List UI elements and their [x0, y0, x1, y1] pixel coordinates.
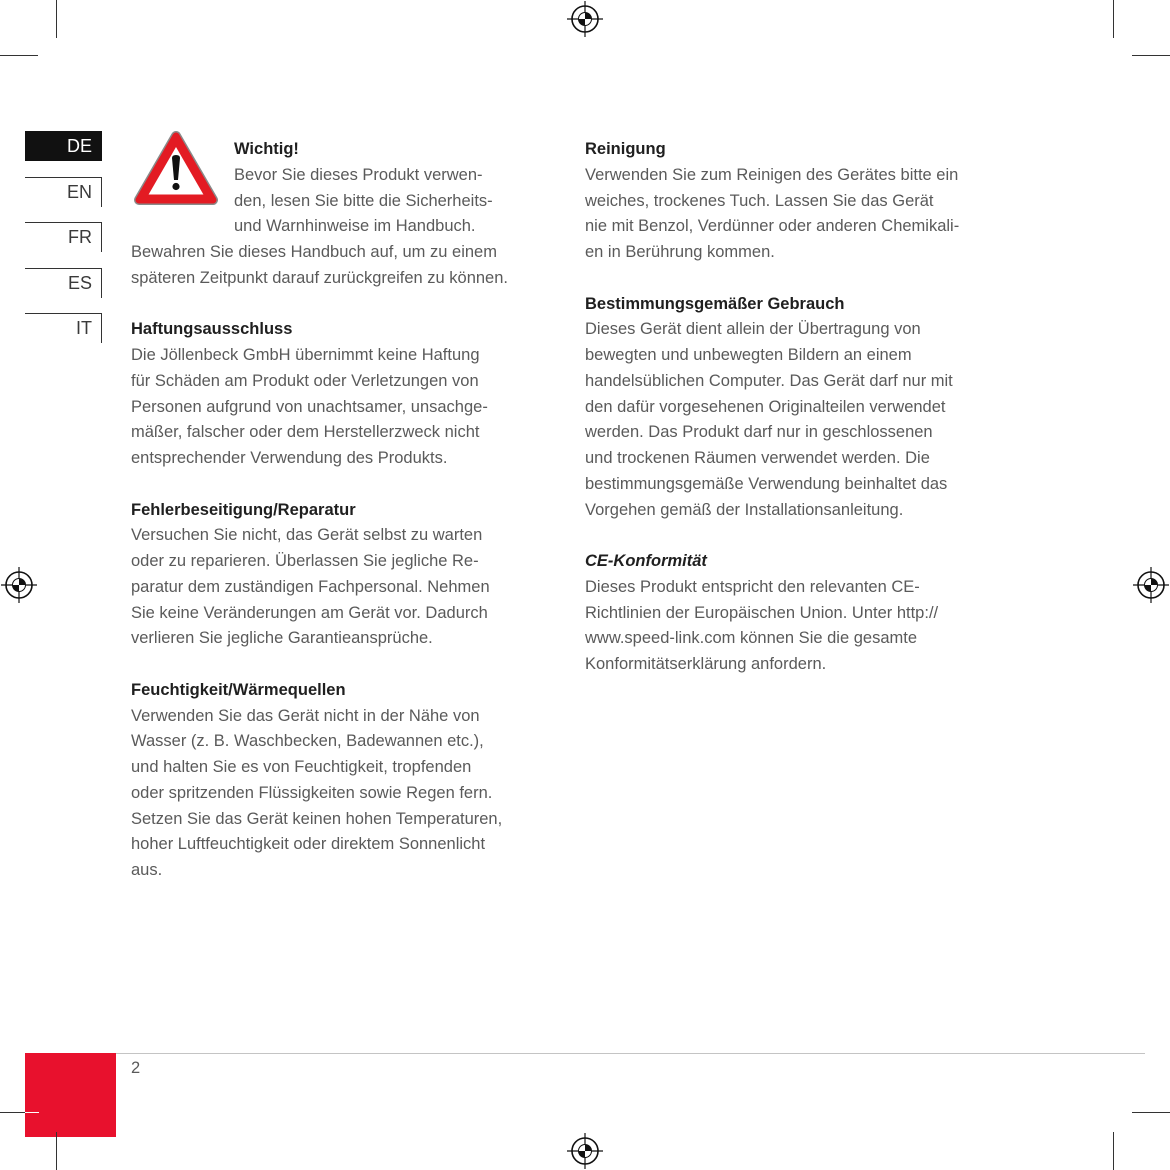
paragraph-line: späteren Zeitpunkt darauf zurückgreifen zu können. [131, 268, 508, 287]
paragraph-line: bestimmungsgemäße Verwendung beinhaltet das [585, 474, 948, 493]
tab-de [25, 131, 102, 161]
paragraph-line: Verwenden Sie zum Reinigen des Gerätes bitte ein [585, 165, 959, 184]
paragraph-line: paratur dem zuständigen Fachpersonal. Nehmen [131, 577, 490, 596]
footer-color-block [25, 1053, 116, 1137]
tab-fr [25, 222, 102, 252]
paragraph-line: www.speed-link.com können Sie die gesamte [585, 629, 918, 648]
paragraph-line: und Warnhinweise im Handbuch. [234, 217, 476, 236]
paragraph-line: hoher Luftfeuchtigkeit oder direktem Sonnenlicht [131, 835, 486, 854]
paragraph-line: oder zu reparieren. Überlassen Sie jegliche Re- [131, 552, 479, 570]
paragraph-line: Dieses Produkt entspricht den relevanten CE- [585, 577, 920, 596]
section-heading-moisture: Feuchtigkeit/Wärmequellen [131, 680, 346, 699]
paragraph-line: nie mit Benzol, Verdünner oder anderen Chemikali- [585, 217, 960, 236]
paragraph-line: Wasser (z. B. Waschbecken, Badewannen etc.), [131, 732, 484, 751]
section-disclaimer [131, 317, 551, 472]
section-intended-use [585, 292, 1005, 524]
section-moisture [131, 678, 551, 884]
crop-mark-top-right-horizontal [1132, 55, 1170, 56]
section-heading-cleaning: Reinigung [585, 140, 666, 158]
registration-mark-icon [1132, 566, 1170, 604]
section-ce-conformity [585, 549, 1005, 678]
paragraph-line: entsprechender Verwendung des Produkts. [131, 449, 448, 467]
crop-mark-bottom-left-vertical [56, 1132, 57, 1170]
paragraph-line: für Schäden am Produkt oder Verletzungen von [131, 371, 479, 390]
tab-label: EN [66, 182, 92, 202]
paragraph-line: werden. Das Produkt darf nur in geschlossenen [585, 423, 933, 442]
crop-mark-bottom-left-horizontal [0, 1112, 25, 1113]
tab-label: IT [76, 318, 92, 338]
section-heading-intended-use: Bestimmungsgemäßer Gebrauch [585, 294, 845, 313]
paragraph-line: aus. [131, 861, 163, 879]
paragraph-line: und trockenen Räumen verwendet werden. Die [585, 449, 930, 467]
section-heading-repair: Fehlerbeseitigung/Reparatur [131, 500, 356, 519]
paragraph-line: oder spritzenden Flüssigkeiten sowie Regen fern. [131, 783, 493, 802]
paragraph-line: Richtlinien der Europäischen Union. Unter http:// [585, 603, 939, 622]
section-repair [131, 498, 551, 653]
section-cleaning [585, 137, 1005, 266]
page-number: 2 [131, 1059, 141, 1077]
tab-en [25, 177, 102, 207]
tab-label: DE [66, 136, 92, 156]
tab-es [25, 268, 102, 298]
paragraph-line: den, lesen Sie bitte die Sicherheits- [234, 191, 493, 210]
paragraph-line: Versuchen Sie nicht, das Gerät selbst zu warten [131, 526, 483, 545]
crop-mark-top-right-vertical [1113, 0, 1114, 38]
paragraph-line: verlieren Sie jegliche Garantieansprüche. [131, 629, 433, 648]
paragraph-line: Verwenden Sie das Gerät nicht in der Nähe von [131, 706, 480, 725]
registration-mark-icon [566, 1132, 604, 1170]
left-column [131, 137, 551, 884]
right-column [585, 137, 1005, 678]
paragraph-line: Bevor Sie dieses Produkt verwen- [234, 165, 483, 184]
section-warning [131, 137, 551, 292]
paragraph-line: Sie keine Veränderungen am Gerät vor. Dadurch [131, 603, 488, 622]
paragraph-line: Personen aufgrund von unachtsamer, unsachge- [131, 397, 488, 416]
registration-mark-icon [566, 0, 604, 38]
paragraph-line: en in Berührung kommen. [585, 243, 775, 261]
registration-mark-icon [0, 566, 38, 604]
section-heading-warning: Wichtig! [234, 140, 299, 158]
paragraph-line: weiches, trockenes Tuch. Lassen Sie das Gerät [585, 191, 934, 210]
paragraph-line: Vorgehen gemäß der Installationsanleitung. [585, 500, 904, 519]
section-heading-ce-conformity: CE-Konformität [585, 552, 707, 570]
paragraph-line: mäßer, falscher oder dem Herstellerzweck nicht [131, 423, 480, 442]
paragraph-line: Bewahren Sie dieses Handbuch auf, um zu einem [131, 243, 497, 261]
crop-mark-top-left-horizontal [0, 55, 38, 56]
paragraph-line: bewegten und unbewegten Bildern an einem [585, 346, 912, 364]
paragraph-line: Die Jöllenbeck GmbH übernimmt keine Haftung [131, 346, 480, 364]
section-heading-disclaimer: Haftungsausschluss [131, 320, 293, 339]
tab-it [25, 313, 102, 343]
footer-divider [116, 1053, 1145, 1054]
paragraph-line: handelsüblichen Computer. Das Gerät darf nur mit [585, 371, 953, 390]
crop-mark-bottom-left-horizontal-inner [25, 1112, 39, 1113]
paragraph-line: Setzen Sie das Gerät keinen hohen Temperaturen, [131, 809, 503, 828]
crop-mark-bottom-right-vertical [1113, 1132, 1114, 1170]
crop-mark-bottom-right-horizontal [1132, 1112, 1170, 1113]
paragraph-line: den dafür vorgesehenen Originalteilen verwendet [585, 397, 946, 416]
tab-label: ES [67, 273, 92, 293]
paragraph-line: Dieses Gerät dient allein der Übertragung von [585, 320, 921, 339]
paragraph-line: Konformitätserklärung anfordern. [585, 655, 827, 673]
crop-mark-top-left-vertical [56, 0, 57, 38]
tab-label: FR [68, 227, 92, 247]
paragraph-line: und halten Sie es von Feuchtigkeit, tropfenden [131, 758, 472, 776]
